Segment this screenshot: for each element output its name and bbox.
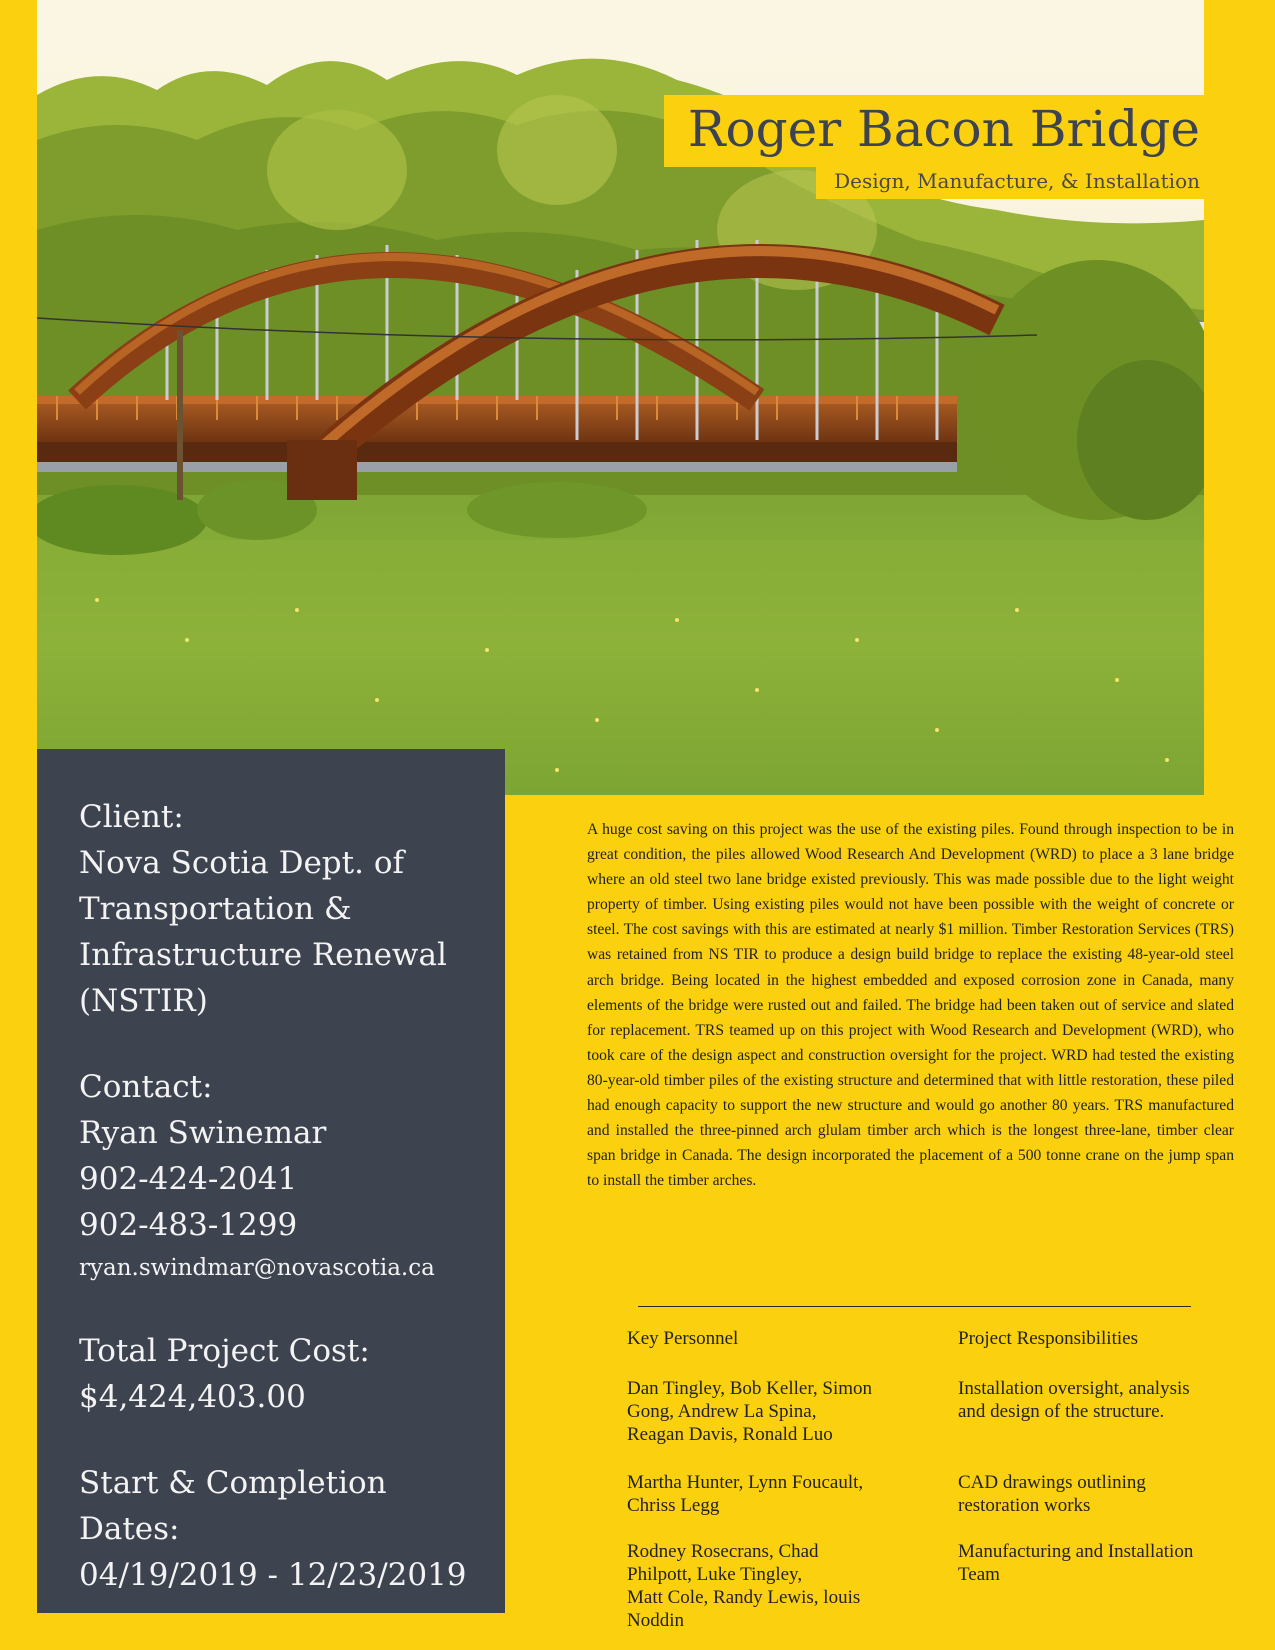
dates-label: Start & Completion Dates: — [79, 1465, 387, 1547]
page-subtitle: Design, Manufacture, & Installation — [834, 169, 1200, 193]
page-title: Roger Bacon Bridge — [687, 100, 1200, 158]
key-personnel-header: Key Personnel — [627, 1328, 739, 1349]
subtitle-box — [816, 165, 1204, 199]
dates-block — [79, 1460, 475, 1598]
cost-block — [79, 1328, 475, 1420]
responsibility-cell: CAD drawings outlining restoration works — [958, 1472, 1146, 1516]
contact-phone-2: 902-483-1299 — [79, 1207, 298, 1243]
client-label: Client: — [79, 799, 184, 835]
responsibilities-header: Project Responsibilities — [958, 1328, 1138, 1349]
cost-label: Total Project Cost: — [79, 1333, 370, 1369]
contact-name: Ryan Swinemar — [79, 1115, 327, 1151]
responsibility-cell: Manufacturing and Installation Team — [958, 1541, 1194, 1585]
client-block — [79, 794, 475, 1024]
project-description: A huge cost saving on this project was the use of the existing piles. Found through inspection to be in great condition, the piles allowed Wood Research And Development (WRD) to place a 3 lane bridge where an old steel two lane bridge existed previously. This was made possible due to the light weight property of timber. Using existing piles would not have been possible with the weight of concrete or steel. The cost savings with this are estimated at nearly $1 million. Timber Restoration Services (TRS) was retained from NS TIR to produce a design build bridge to replace the existing 48-year-old steel arch bridge. Being located in the highest embedded and exposed corrosion zone in Canada, many elements of the bridge were rusted out and failed. The bridge had been taken out of service and slated for replacement. TRS teamed up on this project with Wood Research and Development (WRD), who took care of the design aspect and construction oversight for the project. WRD had tested the existing 80-year-old timber piles of the existing structure and determined that with little restoration, these piled had enough capacity to support the new structure and would go another 80 years. TRS manufactured and installed the three-pinned arch glulam timber arch which is the longest three-lane, timber clear span bridge in Canada. The design incorporated the placement of a 500 tonne crane on the jump span to install the timber arches. — [587, 821, 1234, 1190]
cost-value: $4,424,403.00 — [79, 1379, 306, 1415]
project-info-sidebar — [37, 749, 505, 1613]
contact-block — [79, 1064, 475, 1288]
title-box — [664, 95, 1204, 167]
section-divider — [638, 1306, 1191, 1307]
dates-value: 04/19/2019 - 12/23/2019 — [79, 1557, 467, 1593]
contact-email: ryan.swindmar@novascotia.ca — [79, 1255, 435, 1281]
personnel-cell: Rodney Rosecrans, Chad Philpott, Luke Tingley, Matt Cole, Randy Lewis, louis Noddin — [627, 1541, 861, 1631]
client-value: Nova Scotia Dept. of Transportation & Infrastructure Renewal (NSTIR) — [79, 845, 447, 1019]
contact-phone-1: 902-424-2041 — [79, 1161, 298, 1197]
personnel-cell: Dan Tingley, Bob Keller, Simon Gong, Andrew La Spina, Reagan Davis, Ronald Luo — [627, 1378, 873, 1445]
responsibility-cell: Installation oversight, analysis and design of the structure. — [958, 1378, 1190, 1422]
contact-label: Contact: — [79, 1069, 213, 1105]
personnel-cell: Martha Hunter, Lynn Foucault, Chriss Legg — [627, 1472, 864, 1516]
